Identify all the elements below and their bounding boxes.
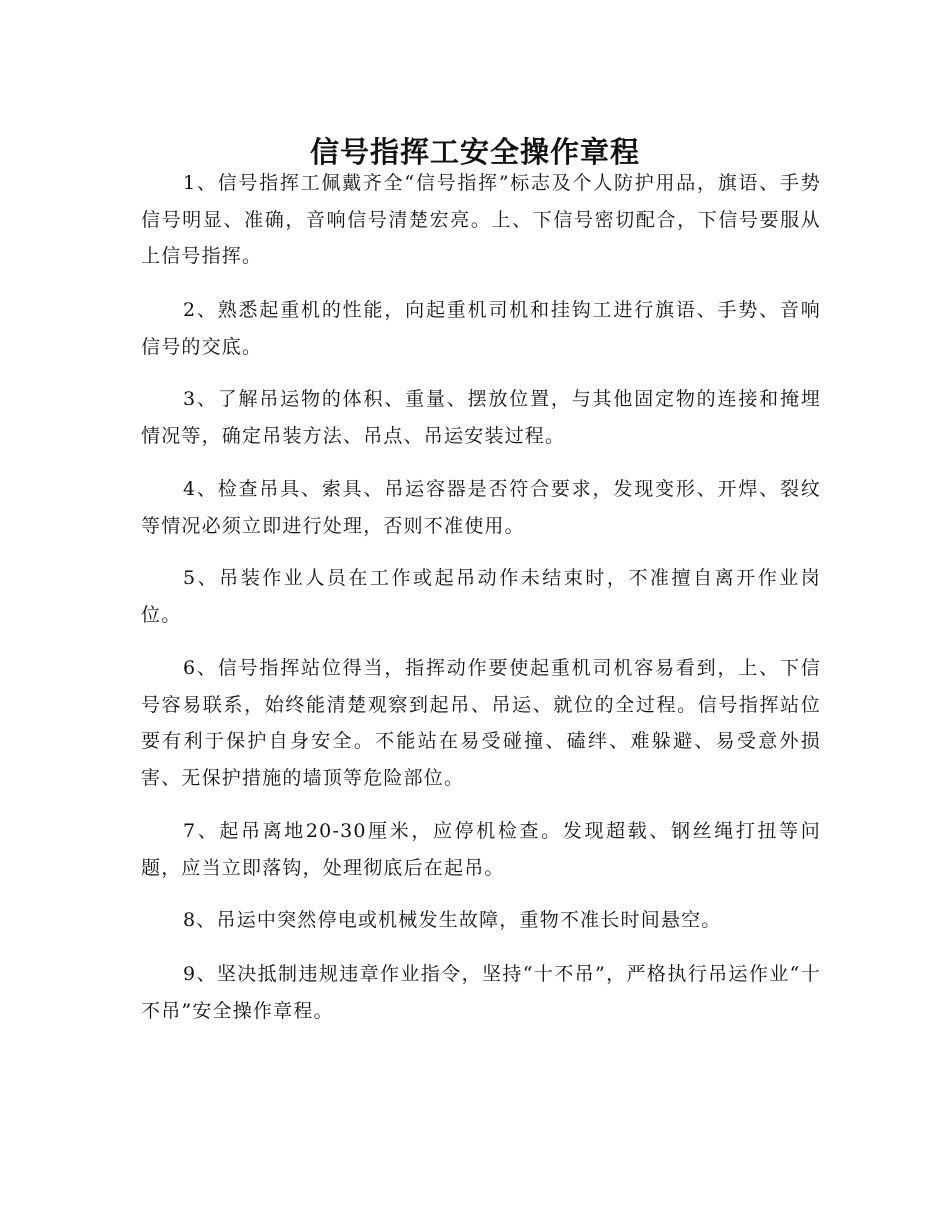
rule-paragraph-4: 4、检查吊具、索具、吊运容器是否符合要求，发现变形、开焊、裂纹等情况必须立即进行处理，否则不准使用。 (141, 478, 821, 537)
rule-paragraph-9: 9、坚决抵制违规违章作业指令，坚持“十不吊”，严格执行吊运作业“十不吊”安全操作章程。 (141, 963, 821, 1022)
rule-paragraph-1: 1、信号指挥工佩戴齐全“信号指挥”标志及个人防护用品，旗语、手势信号明显、准确，音响信号清楚宏亮。上、下信号密切配合，下信号要服从上信号指挥。 (141, 172, 821, 267)
document-title: 信号指挥工安全操作章程 (309, 135, 640, 170)
rule-paragraph-2: 2、熟悉起重机的性能，向起重机司机和挂钩工进行旗语、手势、音响信号的交底。 (141, 299, 821, 358)
rule-paragraph-7: 7、起吊离地20-30厘米，应停机检查。发现超载、钢丝绳打扭等问题，应当立即落钩，处理彻底后在起吊。 (141, 820, 821, 879)
rule-paragraph-3: 3、了解吊运物的体积、重量、摆放位置，与其他固定物的连接和掩埋情况等，确定吊装方法、吊点、吊运安装过程。 (141, 388, 821, 447)
rule-paragraph-8: 8、吊运中突然停电或机械发生故障，重物不准长时间悬空。 (183, 909, 722, 931)
rule-paragraph-5: 5、吊装作业人员在工作或起吊动作未结束时，不准擅自离开作业岗位。 (141, 567, 821, 626)
rule-paragraph-6: 6、信号指挥站位得当，指挥动作要使起重机司机容易看到，上、下信号容易联系，始终能清楚观察到起吊、吊运、就位的全过程。信号指挥站位要有利于保护自身安全。不能站在易受碰撞、磕绊、难躲避、易受意外损害、无保护措施的墙顶等危险部位。 (141, 657, 821, 789)
